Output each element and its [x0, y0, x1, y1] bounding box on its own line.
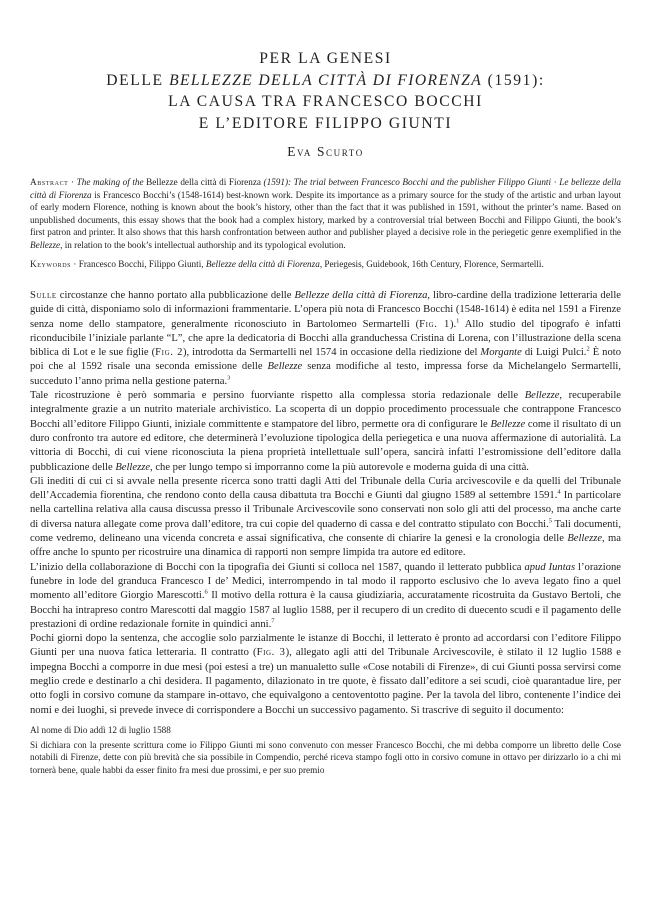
figure-reference: Fig. 3	[256, 647, 286, 659]
footnote-marker: 3	[227, 374, 231, 382]
footnote-marker: 7	[271, 617, 275, 625]
title-line-3: LA CAUSA TRA FRANCESCO BOCCHI	[168, 93, 483, 110]
abstract-english-title: The making of the Bellezze della città di Fiorenza (1591): The trial between Francesco Bocchi and the publisher Filippo Giunti	[76, 177, 552, 187]
article-page	[30, 0, 621, 777]
footnote-marker: 1	[456, 317, 460, 325]
quoted-document	[30, 724, 621, 777]
paragraph-4: L’inizio della collaborazione di Bocchi con la tipografia dei Giunti si colloca nel 1587, quando il letterato pubblica apud Iuntas l’orazione funebre in lode del granduca Francesco I de’ Medici, interrompendo in tal modo il rapporto esclusivo che lo aveva legato fino a quel momento all’editore Giorgio Marescotti.$^6$ Il motivo della rottura è la causa giudiziaria, accuratamente ricostruita da Gustavo Bertoli, che Bocchi ha intrapreso contro Marescotti dal maggio 1587 al luglio 1588, per il recupero di un credito di duecento scudi e il pagamento delle prestazioni di ordine redazionale fornite in quindici anni.$^7$	[30, 561, 621, 630]
keywords: Keywords · Francesco Bocchi, Filippo Giunti, Bellezze della città di Fiorenza, Periegesis, Guidebook, 16th Century, Florence, Sermartelli.	[30, 258, 544, 269]
abstract-label: Abstract	[30, 177, 69, 187]
document-heading: Al nome di Dio addì 12 di luglio 1588	[30, 724, 171, 735]
paragraph-1: Sulle circostanze che hanno portato alla pubblicazione delle Bellezze della città di Fiorenza, libro-cardine della tradizione letteraria delle guide di città, disponiamo solo di informazioni frammentarie. L’opera più nota di Francesco Bocchi (1548-1614) è edita nel 1591 a Firenze senza nome dello stampatore, generalmente riconosciuto in Bartolomeo Sermartelli (Fig. 1).$^1$ Allo studio del tipografo è infatti riconducibile l’iniziale parlante “L”, che apre la dedicatoria di Bocchi alla granduchessa Cristina di Lorena, con l’illustrazione della scena biblica di Lot e le sue figlie (Fig. 2), introdotta da Sermartelli nel 1574 in occasione della riedizione del Morgante di Luigi Pulci.$^2$ È noto poi che al 1592 risale una seconda emissione delle Bellezze senza modifiche al testo, impressa forse da Michelangelo Sermartelli, succeduto l’anno prima nella gestione paterna.$^3$	[30, 289, 621, 387]
paragraph-2: Tale ricostruzione è però sommaria e persino fuorviante rispetto alla complessa storia redazionale delle Bellezze, recuperabile integralmente grazie a un nutrito materiale archivistico. La scoperta di un doppio procedimento processuale che contrappone Francesco Bocchi all’editore Filippo Giunti, iniziale committente e stampatore del libro, permette ora di configurare le Bellezze come il risultato di un duro confronto tra autore ed editore, che determinerà l’evoluzione tipologica della periegetica e una nuova affermazione di autorialità. La vittoria di Bocchi, di cui viene riconosciuta la piena proprietà intellettuale sull’opera, sancirà infatti l’estromissione dell’editore dalla pubblicazione delle Bellezze, che per lungo tempo si imporranno come la più autorevole e moderna guida di una città.	[30, 390, 622, 473]
keywords-label: Keywords	[30, 258, 72, 269]
dropword: Sulle	[30, 289, 57, 301]
paragraph-3: Gli inediti di cui ci si avvale nella presente ricerca sono tratti dagli Atti del Tribunale della Curia arcivescovile e da quelli del Tribunale dell’Accademia fiorentina, che rendono conto della causa dibattuta tra Bocchi e Giunti dal giugno 1589 al settembre 1591.$^4$ In particolare nella cartellina relativa alla causa discussa presso il Tribunale Arcivescovile sono conservati non solo gli atti del processo, ma anche carte di diversa natura allegate come prova dall’editore, tra cui copie del quaderno di cassa e del contratto stipulato con Bocchi.$^5$ Tali documenti, come vedremo, delineano una vicenda concreta e assai significativa, che consente di chiarire la genesi e la cronologia delle Bellezze, ma offre anche lo spunto per ricostruire una dinamica di rapporti non sempre limpida tra autore ed editore.	[30, 475, 621, 559]
figure-reference: Fig. 1	[419, 318, 450, 330]
footnote-marker: 6	[204, 588, 208, 596]
title-line-2: DELLE BELLEZZE DELLA CITTÀ DI FIORENZA (1591):	[106, 71, 545, 89]
article-title	[30, 48, 621, 134]
document-text: Si dichiara con la presente scrittura come io Filippo Giunti mi sono convenuto con messer Francesco Bocchi, che mi debba comporre un libretto delle Cose notabili di Firenze, dette con più brevità che sia possibile in Compendio, perché riceva stampo fogli otto in corsivo comune in ottavo per dirizzarlo io a chi mi tornerà bene, quale habbi da esser finito fra mesi due prossimi, e per suo premio	[30, 739, 621, 775]
abstract: Abstract · The making of the Bellezze della città di Fiorenza (1591): The trial between Francesco Bocchi and the publisher Filippo Giunti · Le bellezze della città di Fiorenza is Francesco Bocchi’s (1548-1614) best-known work. Despite its importance as a primary source for the study of the artistic and urban layout of early modern Florence, nothing is known about the book’s history, other than the fact that it was published in 1591, without the printer’s name. Based on unpublished documents, this essay shows that the book had a complex history, marked by a controversial trial between Bocchi and Filippo Giunti, the book’s first patron and printer. It also shows that this harsh confrontation between author and publisher played a decisive role in the periegetic genre exemplified in the Bellezze, in relation to the book’s intellectual authorship and its typological evolution.	[30, 177, 621, 250]
footnote-marker: 4	[557, 488, 561, 496]
title-line-1: PER LA GENESI	[259, 50, 392, 67]
footnote-marker: 5	[548, 517, 552, 525]
author-name: Eva Scurto	[287, 144, 364, 159]
paragraph-5: Pochi giorni dopo la sentenza, che accoglie solo parzialmente le istanze di Bocchi, il letterato è pronto ad accordarsi con l’editore Filippo Giunti per una nuova fatica letteraria. Il contratto (Fig. 3), allegato agli atti del Tribunale Arcivescovile, è stilato il 12 luglio 1588 e impegna Bocchi a comporre in due mesi (poi estesi a tre) un manualetto sulle «Cose notabili di Firenze», di cui Giunti possa servirsi come meglio crede e destinarlo a chi desidera. Il pagamento, dilazionato in tre quote, è fissato dall’editore a sei scudi, cioè quarantadue lire, per otto fogli in corsivo comune da stampare in-ottavo, che equivalgono a centoventotto pagine. Per la tavola del libro, contenente l’indice dei nomi e dei luoghi, si prevede invece di corrispondere a Bocchi un successivo pagamento. Si trascrive di seguito il documento:	[30, 633, 621, 716]
footnote-marker: 2	[586, 345, 590, 353]
title-line-4: E L’EDITORE FILIPPO GIUNTI	[198, 114, 453, 132]
figure-reference: Fig. 2	[155, 347, 183, 359]
article-body	[30, 289, 621, 718]
title-book-name: BELLEZZE DELLA CITTÀ DI FIORENZA	[169, 71, 483, 89]
